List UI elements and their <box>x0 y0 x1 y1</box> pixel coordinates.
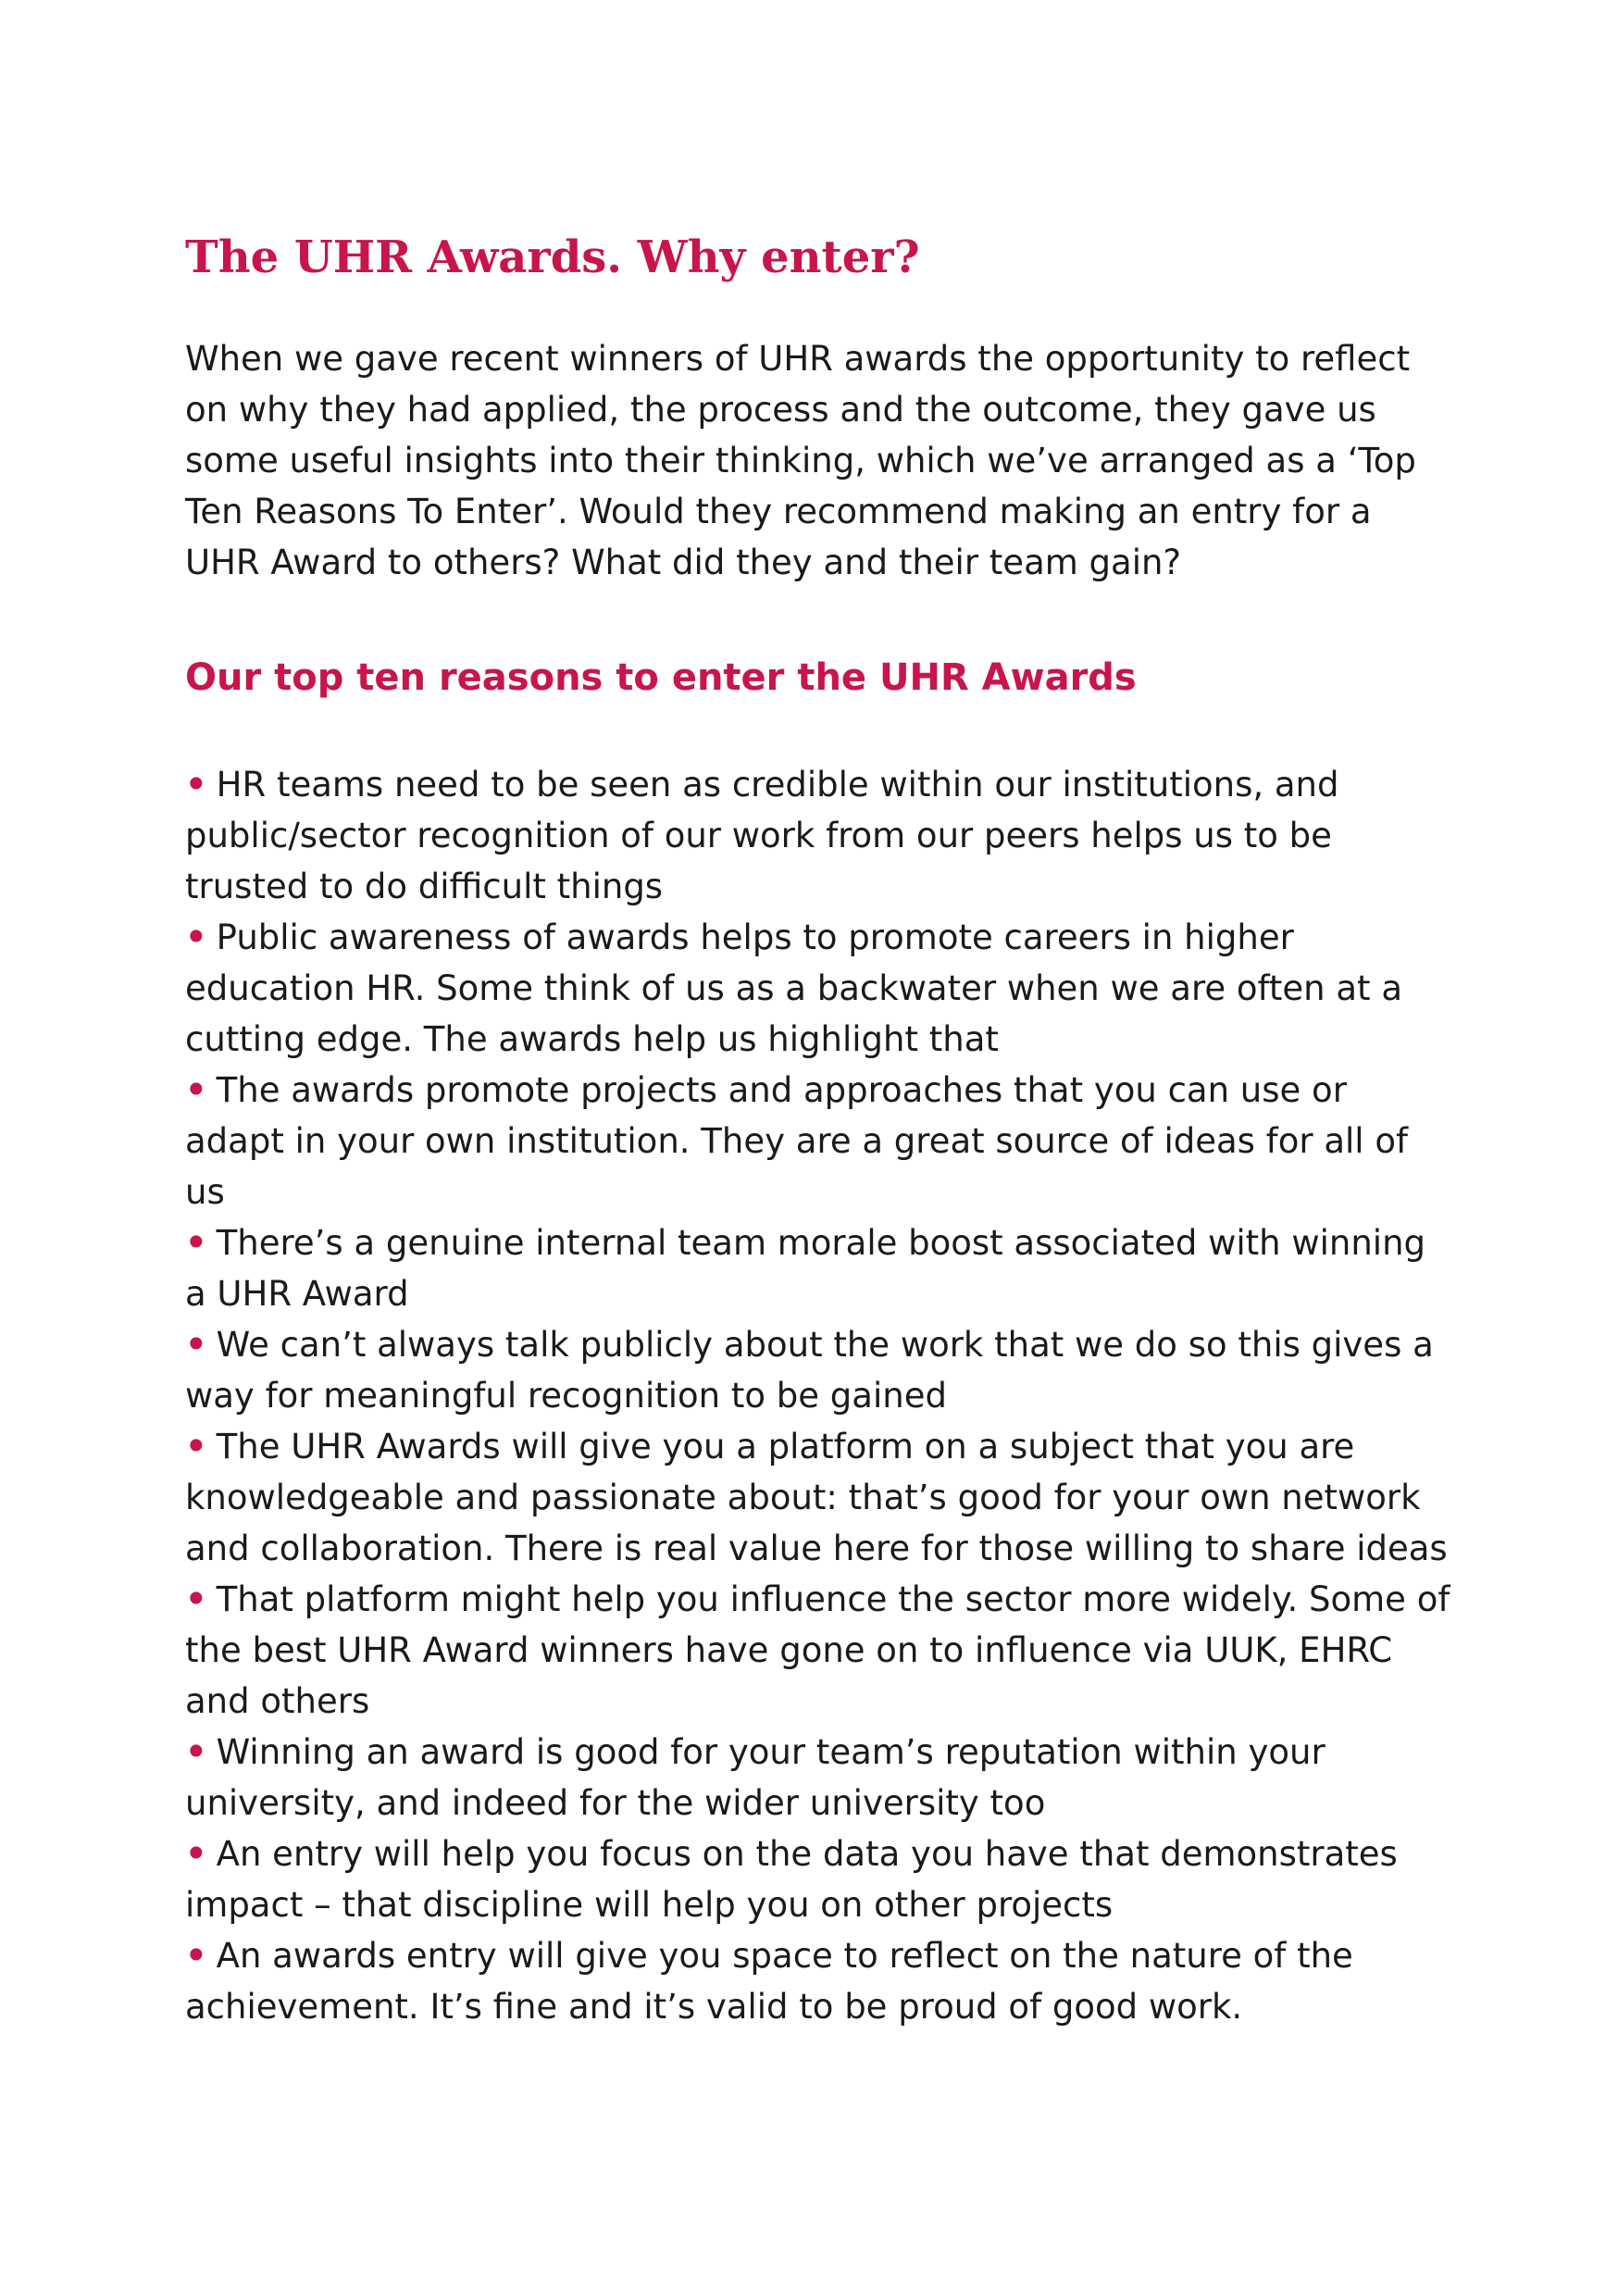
reason-item <box>185 1217 1453 1319</box>
bullet-icon: • <box>185 1578 207 1619</box>
reason-item <box>185 1319 1453 1421</box>
bullet-icon: • <box>185 1324 207 1365</box>
bullet-icon: • <box>185 1426 207 1466</box>
reason-text: An entry will help you focus on the data you have that demonstrates impact – that discipline will help you on other projects <box>185 1833 1398 1925</box>
document-page <box>185 231 1453 2032</box>
bullet-icon: • <box>185 1731 207 1772</box>
reason-item <box>185 1828 1453 1930</box>
bullet-icon: • <box>185 764 207 805</box>
reason-text: There’s a genuine internal team morale boost associated with winning a UHR Award <box>185 1222 1426 1314</box>
reason-text: The awards promote projects and approaches that you can use or adapt in your own institution. They are a great source of ideas for all of us <box>185 1069 1408 1212</box>
reason-text: That platform might help you influence the sector more widely. Some of the best UHR Award winners have gone on to influence via UUK, EHRC and others <box>185 1578 1450 1721</box>
reason-text: An awards entry will give you space to reflect on the nature of the achievement. It’s fine and it’s valid to be proud of good work. <box>185 1935 1353 2027</box>
reason-text: The UHR Awards will give you a platform on a subject that you are knowledgeable and passionate about: that’s good for your own network and collaboration. There is real value here for those willing to share ideas <box>185 1426 1448 1568</box>
bullet-icon: • <box>185 1222 207 1263</box>
bullet-icon: • <box>185 1069 207 1110</box>
reason-text: Winning an award is good for your team’s reputation within your university, and indeed for the wider university too <box>185 1731 1326 1823</box>
intro-paragraph: When we gave recent winners of UHR awards the opportunity to reflect on why they had applied, the process and the outcome, they gave us some useful insights into their thinking, which we’ve arranged as a ‘Top Ten Reasons To Enter’. Would they recommend making an entry for a UHR Award to others? What did they and their team gain? <box>185 338 1416 582</box>
reason-item <box>185 912 1453 1065</box>
reason-text: Public awareness of awards helps to promote careers in higher education HR. Some think of us as a backwater when we are often at a cutting edge. The awards help us highlight that <box>185 917 1402 1059</box>
reason-item <box>185 1727 1453 1828</box>
reason-item <box>185 759 1453 912</box>
bullet-icon: • <box>185 917 207 957</box>
section-heading: Our top ten reasons to enter the UHR Awards <box>185 655 1137 699</box>
bullet-icon: • <box>185 1935 207 1976</box>
reason-item <box>185 1065 1453 1217</box>
reason-item <box>185 1930 1453 2032</box>
reason-text: HR teams need to be seen as credible within our institutions, and public/sector recognition of our work from our peers helps us to be trusted to do difficult things <box>185 764 1339 906</box>
reason-item <box>185 1574 1453 1727</box>
reasons-list <box>185 759 1453 2032</box>
page-title: The UHR Awards. Why enter? <box>185 231 920 283</box>
reason-text: We can’t always talk publicly about the work that we do so this gives a way for meaningful recognition to be gained <box>185 1324 1434 1416</box>
reason-item <box>185 1421 1453 1574</box>
bullet-icon: • <box>185 1833 207 1874</box>
